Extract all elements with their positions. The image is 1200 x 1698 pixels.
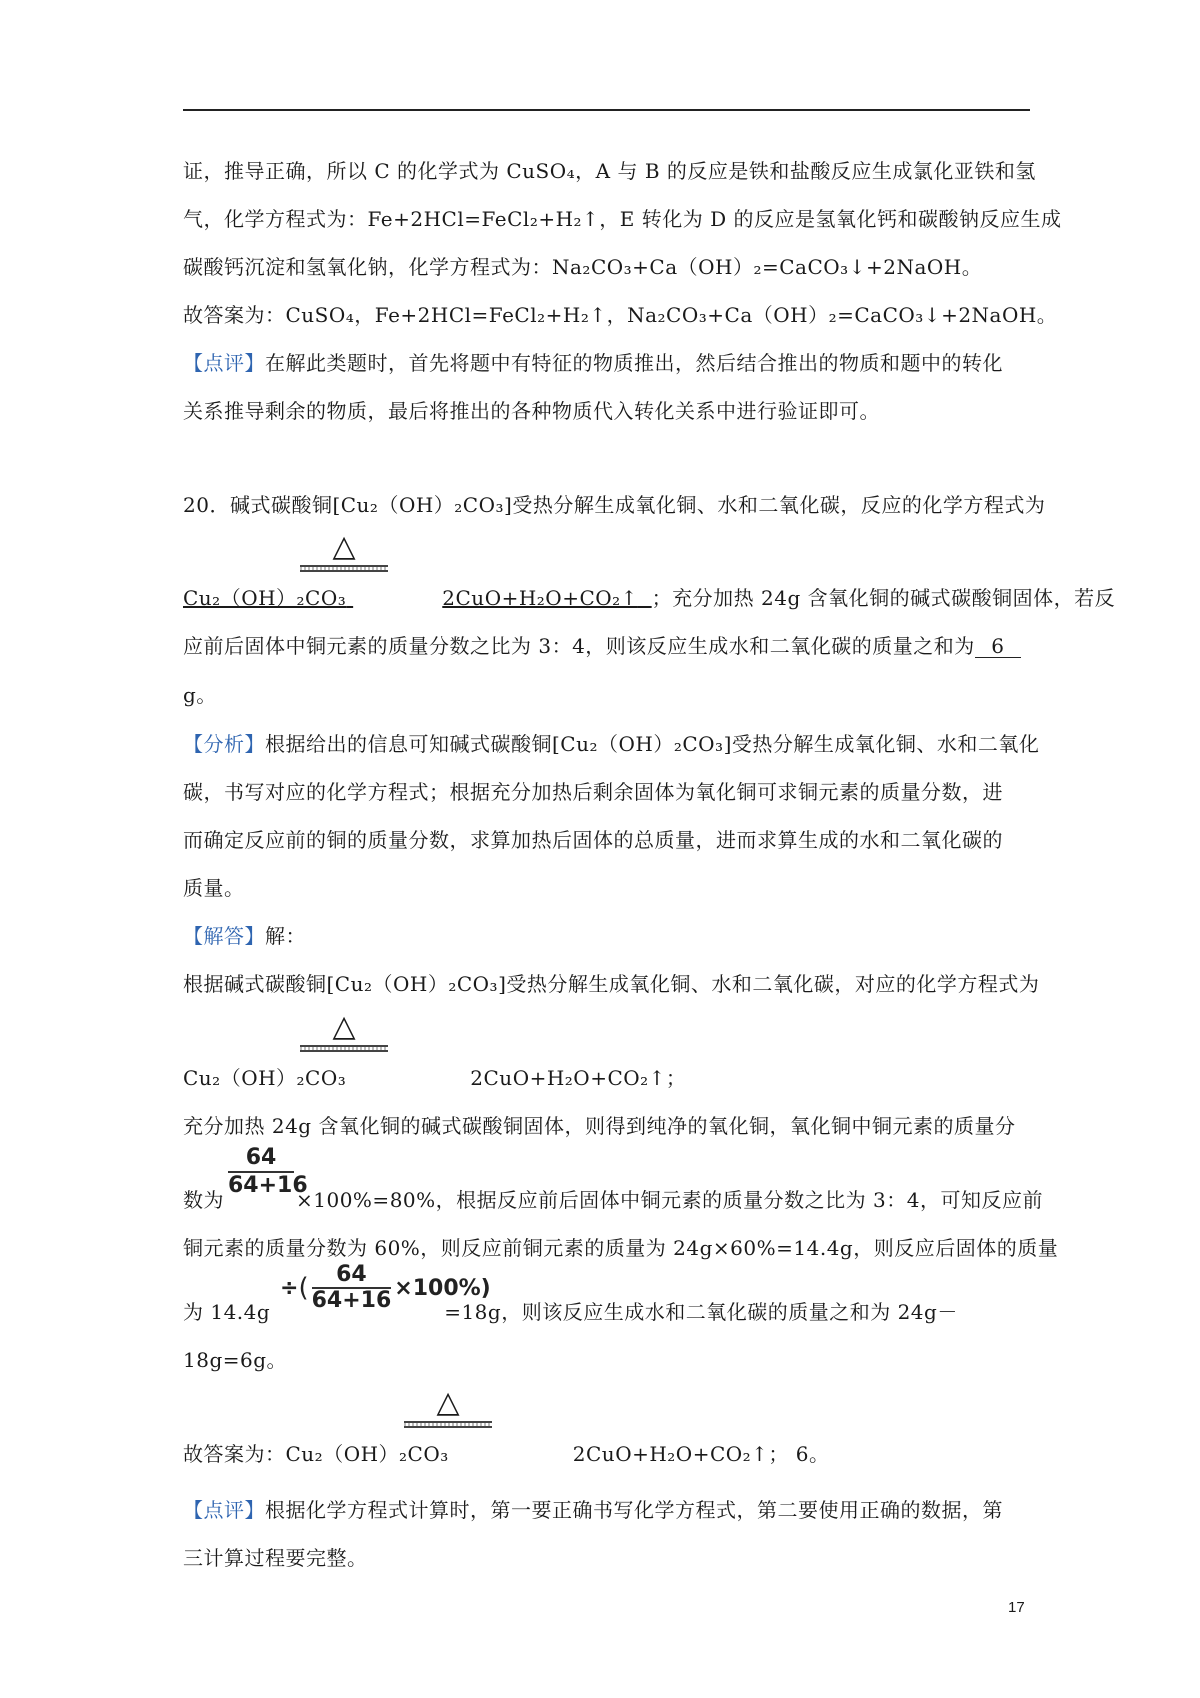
analysis-tag: 【分析】 (183, 732, 265, 756)
delta-icon: △ (332, 1009, 356, 1044)
text-line: 气，化学方程式为：Fe+2HCl=FeCl₂+H₂↑，E 转化为 D 的反应是氢氧化钙和碳酸钠反应生成 (183, 207, 1062, 231)
text-line: 根据碱式碳酸铜[Cu₂（OH）₂CO₃]受热分解生成氧化铜、水和二氧化碳，对应的化学方程式为 (183, 972, 1040, 996)
review-paragraph (183, 1496, 1003, 1524)
heating-condition (300, 1009, 388, 1052)
answer-equation-right: 2CuO+H₂O+CO₂↑ (442, 586, 638, 610)
text-line: 充分加热 24g 含氧化铜的碱式碳酸铜固体，则得到纯净的氧化铜，氧化铜中铜元素的质量分 (183, 1114, 1016, 1138)
answer-equation-gap (346, 584, 442, 612)
text-line: 证，推导正确，所以 C 的化学式为 CuSO₄，A 与 B 的反应是铁和盐酸反应生成氯化亚铁和氢 (183, 159, 1036, 183)
equation-right: 2CuO+H₂O+CO₂↑； (470, 1066, 687, 1090)
text-line: 三计算过程要完整。 (183, 1546, 368, 1570)
solution-text: 数为 (183, 1188, 224, 1212)
solution-text: =18g，则该反应生成水和二氧化碳的质量之和为 24g－ (444, 1300, 958, 1324)
text-line: 关系推导剩余的物质，最后将推出的各种物质代入转化关系中进行验证即可。 (183, 399, 880, 423)
question-20-text: ；充分加热 24g 含氧化铜的碱式碳酸铜固体，若反 (651, 586, 1116, 610)
analysis-paragraph (183, 730, 1039, 758)
text-line: 质量。 (183, 876, 245, 900)
question-20-equation-line (183, 584, 1115, 612)
solution-text: ×100%=80%，根据反应前后固体中铜元素的质量分数之比为 3：4，可知反应前 (296, 1188, 1043, 1212)
answer-underline-tail (638, 586, 652, 610)
delta-icon: △ (332, 529, 356, 564)
solution-line (183, 1186, 1043, 1214)
review-text: 在解此类题时，首先将题中有特征的物质推出，然后结合推出的物质和题中的转化 (265, 351, 1003, 375)
solution-text: 为 14.4g (183, 1300, 271, 1324)
divide-sign: ÷ (280, 1275, 299, 1301)
solution-header (183, 922, 306, 950)
final-answer-label: 故答案为： (183, 1442, 286, 1466)
text-line: 铜元素的质量分数为 60%，则反应前铜元素的质量为 24g×60%=14.4g，则反应后固体的质量 (183, 1236, 1059, 1260)
fraction-denominator: 64+16 (311, 1288, 392, 1313)
text-line: 碳，书写对应的化学方程式；根据充分加热后剩余固体为氧化铜可求铜元素的质量分数，进 (183, 780, 1003, 804)
fraction-numerator: 64 (245, 1145, 277, 1170)
delta-icon: △ (436, 1385, 460, 1420)
text-line: 碳酸钙沉淀和氢氧化钠，化学方程式为：Na₂CO₃+Ca（OH）₂=CaCO₃↓+2NaOH。 (183, 255, 983, 279)
review-tag: 【点评】 (183, 1498, 265, 1522)
text-line: g。 (183, 683, 217, 707)
question-20-text: 应前后固体中铜元素的质量分数之比为 3：4，则该反应生成水和二氧化碳的质量之和为 (183, 634, 975, 658)
solution-line (183, 1298, 958, 1326)
equation-double-line (300, 565, 388, 572)
answer-equation-left: Cu₂（OH）₂CO₃ (183, 586, 347, 610)
fraction-denominator: 64+16 (228, 1173, 308, 1198)
text-line: 18g=6g。 (183, 1348, 288, 1372)
heating-condition (404, 1385, 492, 1428)
left-paren: ( (298, 1273, 309, 1303)
solution-text: 解： (265, 924, 306, 948)
header-rule (183, 109, 1030, 111)
final-answer-line (183, 1440, 830, 1468)
equation-double-line (404, 1421, 492, 1428)
review-tag: 【点评】 (183, 351, 265, 375)
heating-condition (300, 529, 388, 572)
solution-equation-line (183, 1064, 686, 1092)
solution-tag: 【解答】 (183, 924, 265, 948)
analysis-text: 根据给出的信息可知碱式碳酸铜[Cu₂（OH）₂CO₃]受热分解生成氧化铜、水和二氧化 (265, 732, 1040, 756)
text-line: 故答案为：CuSO₄，Fe+2HCl=FeCl₂+H₂↑，Na₂CO₃+Ca（OH）₂=CaCO₃↓+2NaOH。 (183, 303, 1058, 327)
text-line: 而确定反应前的铜的质量分数，求算加热后固体的总质量，进而求算生成的水和二氧化碳的 (183, 828, 1003, 852)
review-text: 根据化学方程式计算时，第一要正确书写化学方程式，第二要使用正确的数据，第 (265, 1498, 1003, 1522)
equation-left: Cu₂（OH）₂CO₃ (183, 1066, 347, 1090)
answer-blank: 6 (975, 635, 1021, 658)
page-number: 17 (1008, 1599, 1025, 1616)
equation-left: Cu₂（OH）₂CO₃ (285, 1442, 449, 1466)
final-answer-right: 2CuO+H₂O+CO₂↑； 6。 (572, 1442, 830, 1466)
question-20-line (183, 632, 1021, 660)
times-percent: ×100%) (394, 1275, 491, 1301)
question-20-stem: 20．碱式碳酸铜[Cu₂（OH）₂CO₃]受热分解生成氧化铜、水和二氧化碳，反应的化学方程式为 (183, 493, 1046, 517)
equation-double-line (300, 1045, 388, 1052)
review-paragraph (183, 349, 1003, 377)
fraction-numerator: 64 (336, 1262, 367, 1287)
